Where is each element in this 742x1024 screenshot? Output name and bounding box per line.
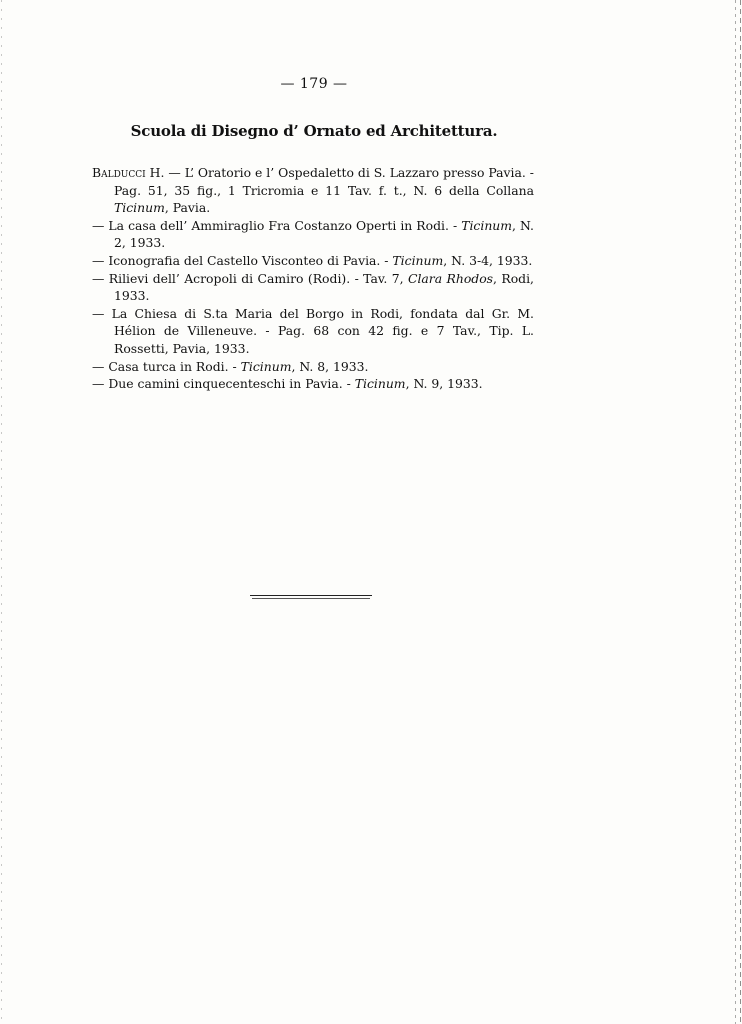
section-title: Scuola di Disegno d’ Ornato ed Architettura.: [130, 122, 498, 140]
bibliography-list: [92, 164, 534, 393]
page-number: — 179 —: [280, 76, 348, 92]
entry-publication-title: Ticinum: [461, 217, 513, 233]
entry-dash: —: [92, 305, 105, 321]
scan-edge-left: [1, 0, 2, 1024]
entry-publication-title: Ticinum: [114, 200, 165, 216]
bibliography-entry: [92, 270, 534, 305]
bibliography-entry: [92, 164, 534, 217]
closing-rule: [250, 595, 372, 596]
entry-dash: —: [92, 252, 105, 268]
entry-text: La casa dell’ Ammiraglio Fra Costanzo Operti in Rodi. -: [104, 217, 462, 233]
bibliography-entry: [92, 358, 534, 376]
entry-text: , N. 3-4, 1933.: [443, 252, 533, 268]
entry-publication-title: Ticinum: [240, 358, 292, 374]
entry-publication-title: Clara Rhodos: [407, 270, 494, 286]
entry-text: , N. 8, 1933.: [291, 358, 369, 374]
entry-text: Due camini cinquecenteschi in Pavia. -: [104, 376, 355, 392]
entry-text: , N. 9, 1933.: [405, 376, 483, 392]
bibliography-entry: [92, 305, 534, 358]
entry-dash: —: [92, 270, 105, 286]
entry-dash: —: [92, 376, 105, 392]
bibliography-entry: [92, 217, 534, 252]
entry-text: La Chiesa di S.ta Maria del Borgo in Rodi, fondata dal Gr. M. Hélion de Villeneuve. - Pag. 68 con 42 fig. e 7 Tav., Tip. L. Rossetti, Pavia, 1933.: [104, 305, 534, 356]
entry-text: , Rodi, 1933.: [114, 270, 534, 304]
entry-text: Rilievi dell’ Acropoli di Camiro (Rodi). - Tav. 7,: [104, 270, 408, 286]
entry-text: , Pavia.: [164, 200, 211, 216]
entry-dash: —: [92, 358, 105, 374]
entry-text: — L’ Oratorio e l’ Ospedaletto di S. Lazzaro presso Pavia. - Pag. 51, 35 fig., 1 Tricromia e 11 Tav. f. t., N. 6 della Collana: [114, 165, 534, 198]
entry-author: Balducci H.: [92, 165, 165, 180]
scan-edge-right: [735, 0, 736, 1024]
entry-text: Casa turca in Rodi. -: [104, 358, 241, 374]
scan-edge-right-outer: [740, 0, 741, 1024]
entry-publication-title: Ticinum: [392, 252, 444, 268]
entry-text: Iconografia del Castello Visconteo di Pavia. -: [104, 252, 393, 268]
bibliography-entry: [92, 375, 534, 393]
bibliography-entry: [92, 252, 534, 270]
entry-text: , N. 2, 1933.: [114, 217, 534, 251]
entry-publication-title: Ticinum: [354, 376, 406, 392]
entry-dash: —: [92, 217, 105, 233]
closing-rule-secondary: [252, 598, 370, 599]
